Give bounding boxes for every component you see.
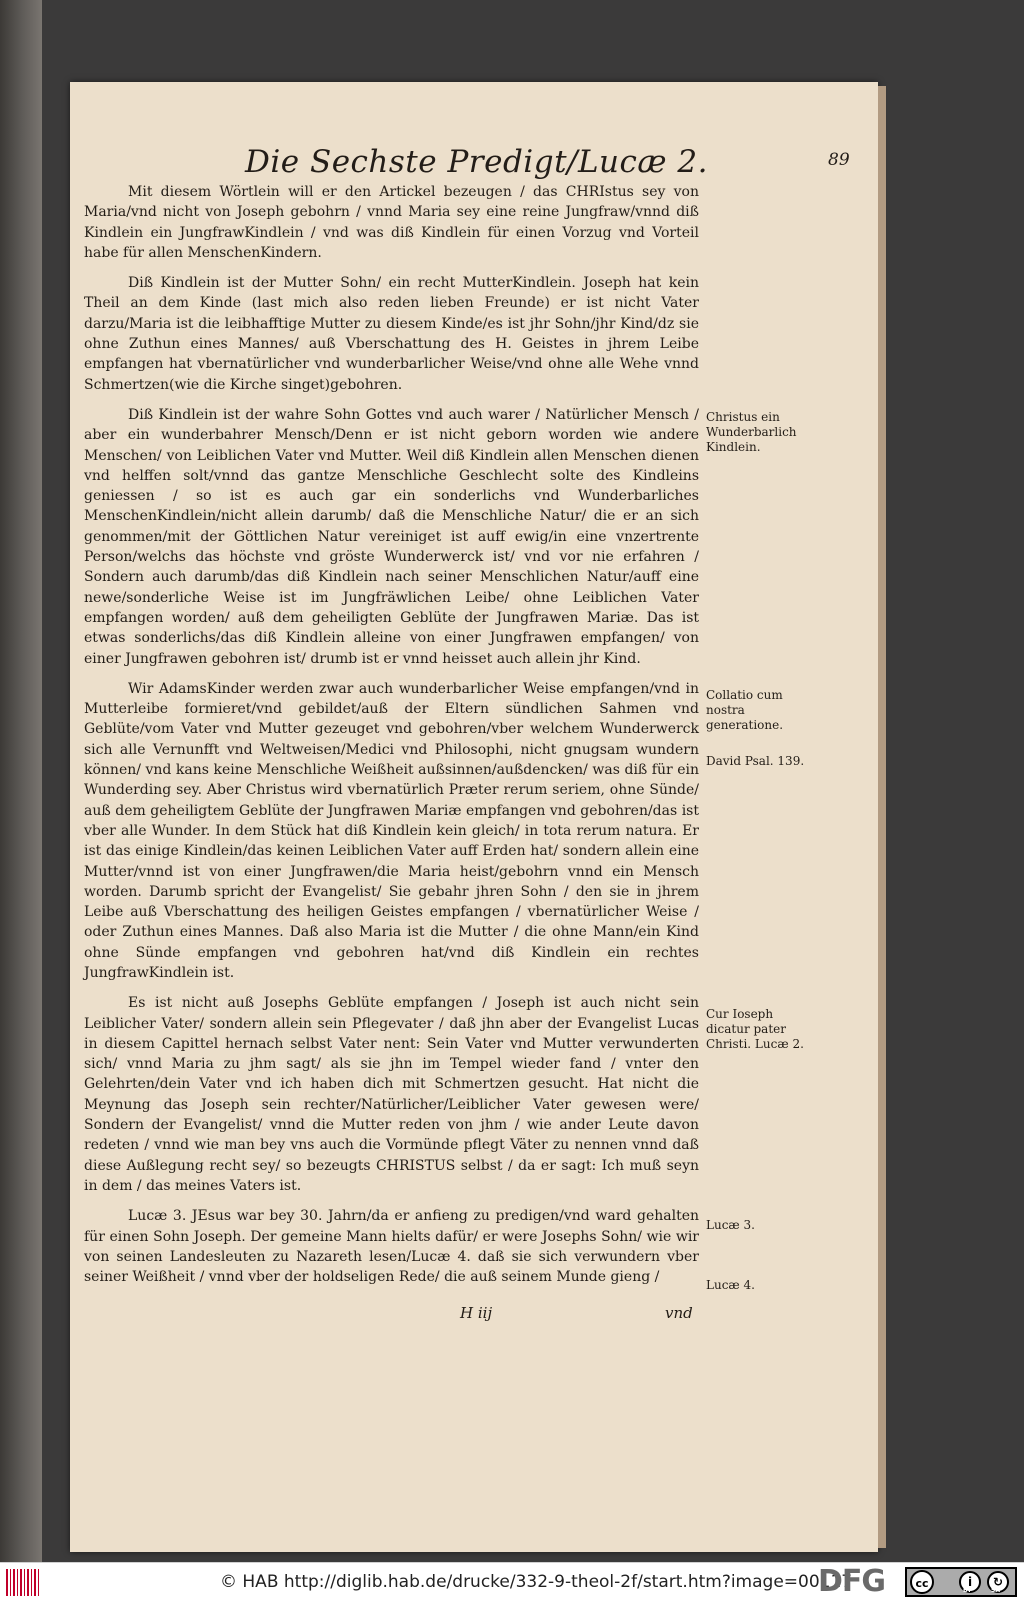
paragraph: Diß Kindlein ist der Mutter Sohn/ ein recht MutterKindlein. Joseph hat kein Theil an dem Kinde (last mich also reden lieben Freunde) er ist nicht Vater darzu/Maria ist die leibhafftige Mutter zu diesem Kinde/es ist jhr Sohn/jhr Kind/dz sie ohne Zuthun eines Mannes/ auß Vberschattung des H. Geistes in jhrem Leibe empfangen hat vbernatürlicher vnd wunderbarlicher Weise/vnd ohne alle Wehe vnnd Schmertzen(wie die Kirche singet)gebohren. (84, 275, 699, 393)
paragraph: Lucæ 3. JEsus war bey 30. Jahrn/da er anfieng zu predigen/vnd ward gehalten für einen Sohn Joseph. Der gemeine Mann hielts dafür/ er were Josephs Sohn/ wie wir von seinen Landesleuten zu Nazareth lesen/Lucæ 4. daß sie sich verwundern vber seiner Weißheit / vnnd vber der holdseligen Rede/ die auß seinem Munde gieng / (84, 1208, 699, 1286)
dfg-logo[interactable]: DFG (818, 1564, 886, 1599)
viewer-footer (0, 1562, 1024, 1602)
catchword: vnd (665, 1304, 693, 1322)
by-label: BY (963, 1587, 972, 1594)
source-credit-link[interactable]: © HAB http://diglib.hab.de/drucke/332-9-theol-2f/start.htm?image=00117 (220, 1572, 853, 1592)
sa-label: SA (991, 1587, 1000, 1594)
margin-note: Cur Ioseph dicatur pater Christi. Lucæ 2. (706, 1007, 804, 1051)
folio-number: 89 (828, 150, 850, 170)
paragraph: Es ist nicht auß Josephs Geblüte empfangen / Joseph ist auch nicht sein Leiblicher Vater/ sondern allein sein Pflegevater / daß jhn aber der Evangelist Lucas in diesem Capittel hernach selbst Vater nent: Sein Vater vnd Mutter verwunderten sich/ vnnd Maria zu jhm sagt/ als sie jhn im Tempel wieder fand / vnter den Gelehrten/dein Vater vnd ich haben dich mit Schmertzen gesucht. Hat nicht die Meynung das Joseph sein rechter/Natürlicher/Leiblicher Vater gewesen were/ Sondern der Evangelist/ vnnd die Mutter reden von jhm / wie ander Leute davon redeten / vnnd wie man bey vns auch die Vormünde pflegt Väter zu nennen vnnd daß diese Außlegung recht sey/ so bezeugts CHRISTUS selbst / da er sagt: Ich muß seyn in dem / das meines Vaters ist. (84, 995, 699, 1194)
running-title: Die Sechste Predigt/Lucæ 2. (245, 144, 708, 180)
share-alike-icon: ↻ (987, 1571, 1009, 1593)
paragraph: Diß Kindlein ist der wahre Sohn Gottes vnd auch warer / Natürlicher Mensch / aber ein wunderbahrer Mensch/Denn er ist nicht geborn worden wie andere Menschen/ von Leiblichen Vater vnd Mutter. Weil diß Kindlein allen Menschen dienen vnd helffen solt/vnnd das gantze Menschliche Geschlecht solte des Kindleins geniessen / so ist es auch gar ein sonderlichs vnd Wunderbarliches MenschenKindlein/nicht allein darumb/ daß die Menschliche Natur/ die er an sich genommen/mit der Göttlichen Natur vereiniget ist auff ewig/in eine vnzertrente Person/welchs das höchste vnd gröste Wunderwerck ist/ vnd vor nie erfahren / Sondern auch darumb/das diß Kindlein nach seiner Menschlichen Natur/auff eine newe/sonderliche Weise ist im Jungfräwlichen Leibe/ ohne Leiblichen Vater empfangen worden/ auß dem geheiligten Geblüte der Jungfrawen Mariæ. Das ist etwas sonderlichs/das diß Kindlein alleine von einer Jungfrawen empfangen/ von einer Jungfrawen gebohren ist/ drumb ist er vnnd heisset auch allein jhr Kind. (84, 406, 699, 667)
page-edge (878, 86, 886, 1548)
signature-mark: H iij (460, 1304, 493, 1322)
paragraph: Wir AdamsKinder werden zwar auch wunderbarlicher Weise empfangen/vnd in Mutterleibe formieret/vnd gebildet/auß der Eltern sündlichen Sahmen vnd Geblüte/vom Vater vnd Mutter gezeuget vnd gebohren/vber welchem Wunderwerck sich alle Vernunfft vnd Weltweisen/Medici vnd Philosophi, nicht gnugsam wundern können/ vnd kans keine Menschliche Weißheit außsinnen/außdencken/ was diß für ein Wunderding sey. Aber Christus wird vbernatürlich Præter rerum seriem, ohne Sünde/ auß dem geheiligtem Geblüte der Jungfrawen Mariæ empfangen vnd gebohren/das ist vber alle Wunder. In dem Stück hat diß Kindlein kein gleich/ in tota rerum natura. Er ist das einige Kindlein/das keinen Leiblichen Vater auff Erden hat/ sondern allein eine Mutter/vnnd ist von einer Jungfrawen/die Maria heist/gebohrn vnnd ein Mensch worden. Darumb spricht der Evangelist/ Sie gebahr jhren Sohn / den sie in jhrem Leibe auß Vberschattung des heiligen Geistes empfangen / vbernatürlicher Weise / oder Zuthun eines Mannes. Daß also Maria ist die Mutter / die ohne Mann/ein Kind ohne Sünde empfangen vnd gebohren hat/vnd diß Kindlein ein rechtes JungfrawKindlein ist. (84, 680, 699, 981)
margin-note: Lucæ 3. (706, 1218, 755, 1232)
margin-note: Collatio cum nostra generatione. (706, 688, 784, 732)
barcode-icon (6, 1569, 40, 1596)
attribution-icon: i (959, 1571, 981, 1593)
cc-icon: cc (910, 1570, 934, 1594)
margin-note: Lucæ 4. (706, 1278, 755, 1292)
book-page (70, 82, 878, 1552)
margin-note: David Psal. 139. (706, 754, 805, 768)
paragraph: Mit diesem Wörtlein will er den Artickel bezeugen / das CHRIstus sey von Maria/vnd nicht von Joseph gebohrn / vnnd Maria sey eine reine Jungfraw/vnnd diß Kindlein ein JungfrawKindlein / vnd was diß Kindlein für einen Vorzug vnd Vorteil habe für allen MenschenKindern. (84, 184, 699, 261)
body-text (84, 182, 699, 1297)
cc-license-badge[interactable] (905, 1567, 1017, 1597)
margin-note: Christus ein Wunderbarlich Kindlein. (706, 410, 797, 454)
